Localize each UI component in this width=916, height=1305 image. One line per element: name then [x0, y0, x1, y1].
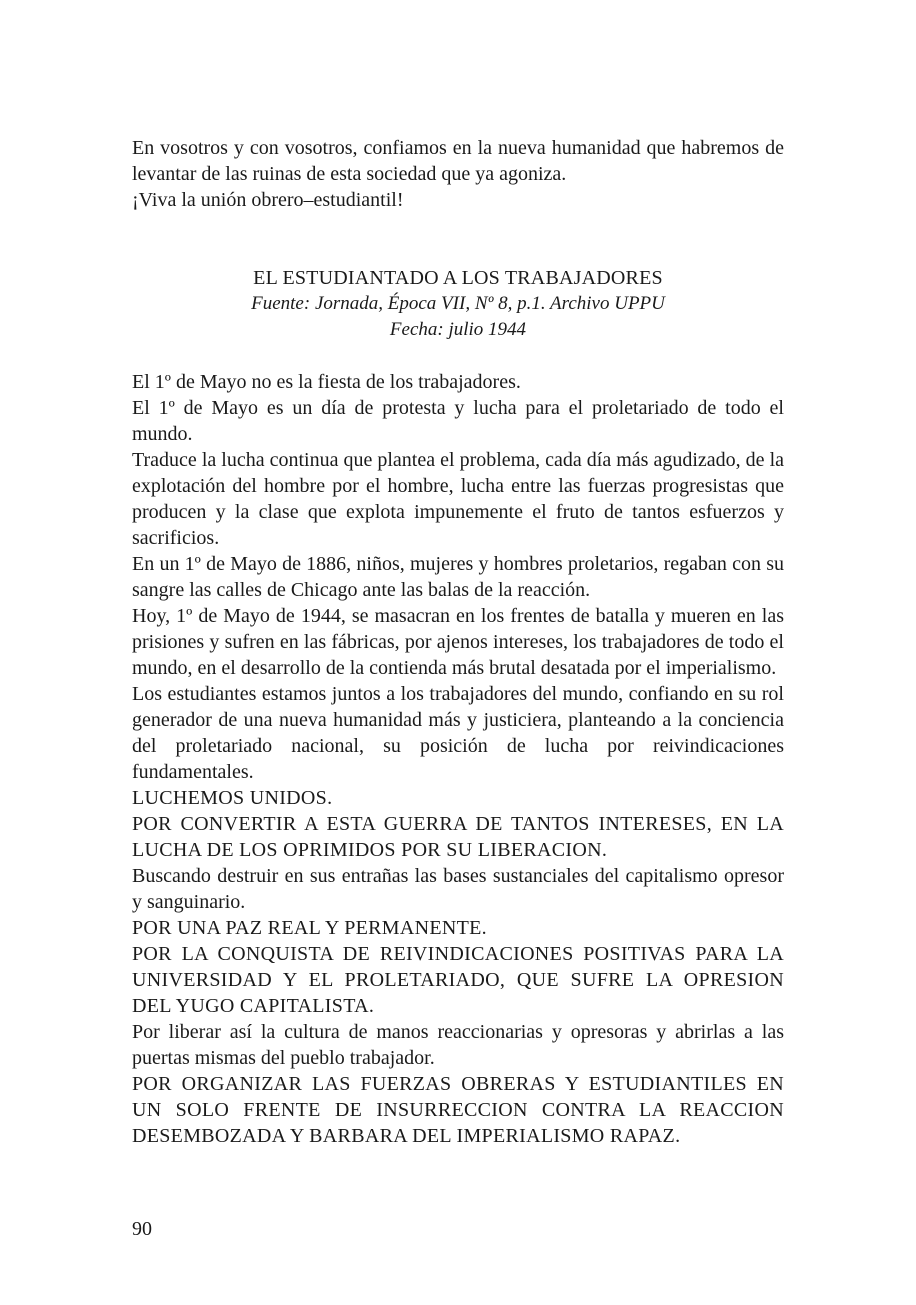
- paragraph: Por liberar así la cultura de manos reaccionarias y opresoras y abrirlas a las puertas mismas del pueblo trabajador.: [132, 1021, 784, 1069]
- page-number: 90: [132, 1218, 152, 1240]
- paragraph: Los estudiantes estamos juntos a los trabajadores del mundo, confiando en su rol generador de una nueva humanidad más y justiciera, planteando a la conciencia del proletariado nacional, su posición de lucha por reivindicaciones fundamentales.: [132, 683, 784, 783]
- paragraph: El 1º de Mayo es un día de protesta y lucha para el proletariado de todo el mundo.: [132, 397, 784, 445]
- intro-text: [132, 135, 784, 213]
- slogan: POR CONVERTIR A ESTA GUERRA DE TANTOS INTERESES, EN LA LUCHA DE LOS OPRIMIDOS POR SU LIBERACION.: [132, 813, 784, 861]
- section-title: EL ESTUDIANTADO A LOS TRABAJADORES: [253, 267, 663, 289]
- main-text: [132, 369, 784, 1149]
- section-source: Fuente: Jornada, Época VII, Nº 8, p.1. Archivo UPPU: [251, 293, 665, 314]
- intro-slogan: ¡Viva la unión obrero–estudiantil!: [132, 189, 404, 211]
- slogan: POR ORGANIZAR LAS FUERZAS OBRERAS Y ESTUDIANTILES EN UN SOLO FRENTE DE INSURRECCION CONTRA LA REACCION DESEMBOZADA Y BARBARA DEL IMPERIALISMO RAPAZ.: [132, 1073, 784, 1147]
- paragraph: Traduce la lucha continua que plantea el problema, cada día más agudizado, de la explotación del hombre por el hombre, lucha entre las fuerzas progresistas que producen y la clase que explota impunemente el fruto de tantos esfuerzos y sacrificios.: [132, 449, 784, 549]
- slogan: POR LA CONQUISTA DE REIVINDICACIONES POSITIVAS PARA LA UNIVERSIDAD Y EL PROLETARIADO, QUE SUFRE LA OPRESION DEL YUGO CAPITALISTA.: [132, 943, 784, 1017]
- paragraph: Buscando destruir en sus entrañas las bases sustanciales del capitalismo opresor y sanguinario.: [132, 865, 784, 913]
- paragraph: El 1º de Mayo no es la fiesta de los trabajadores.: [132, 371, 521, 393]
- slogan: LUCHEMOS UNIDOS.: [132, 787, 333, 809]
- paragraph: En un 1º de Mayo de 1886, niños, mujeres y hombres proletarios, regaban con su sangre las calles de Chicago ante las balas de la reacción.: [132, 553, 784, 601]
- section-heading: [132, 265, 784, 343]
- slogan: POR UNA PAZ REAL Y PERMANENTE.: [132, 917, 487, 939]
- section-date: Fecha: julio 1944: [389, 319, 527, 340]
- intro-paragraph: En vosotros y con vosotros, confiamos en la nueva humanidad que habremos de levantar de las ruinas de esta sociedad que ya agoniza.: [132, 137, 784, 185]
- paragraph: Hoy, 1º de Mayo de 1944, se masacran en los frentes de batalla y mueren en las prisiones y sufren en las fábricas, por ajenos intereses, los trabajadores de todo el mundo, en el desarrollo de la contienda más brutal desatada por el imperialismo.: [132, 605, 784, 679]
